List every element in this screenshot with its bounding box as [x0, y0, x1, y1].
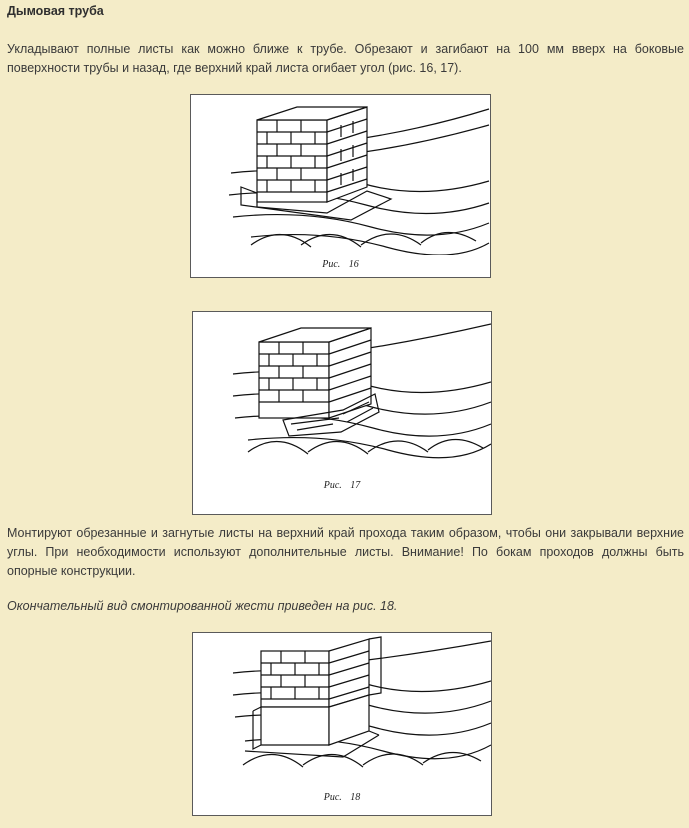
figure-16 — [190, 94, 491, 278]
paragraph-mount-sheets: Монтируют обрезанные и загнутые листы на верхний край прохода таким образом, чтобы они закрывали верхние углы. При необходимости используют дополнительные листы. Внимание! По бокам проходов должны быть опорные конструкции. — [7, 526, 684, 578]
section-heading: Дымовая труба — [7, 4, 104, 18]
figure-18-caption: Рис. 18 — [323, 792, 361, 803]
figure-18 — [192, 632, 492, 816]
chimney-roof-illustration — [191, 95, 490, 255]
paragraph-final-view: Окончательный вид смонтированной жести приведен на рис. 18. — [7, 599, 398, 613]
figure-16-caption: Рис. 16 — [322, 259, 359, 270]
finished-flashing-illustration — [193, 633, 491, 788]
paragraph-cut-and-bend: Укладывают полные листы как можно ближе к трубе. Обрезают и загибают на 100 мм вверх на боковые поверхности трубы и назад, где верхний край листа огибает угол (рис. 16, 17). — [7, 42, 684, 75]
figure-17-caption: Рис. 17 — [323, 480, 361, 491]
chimney-flashing-illustration — [193, 312, 491, 477]
figure-17 — [192, 311, 492, 515]
